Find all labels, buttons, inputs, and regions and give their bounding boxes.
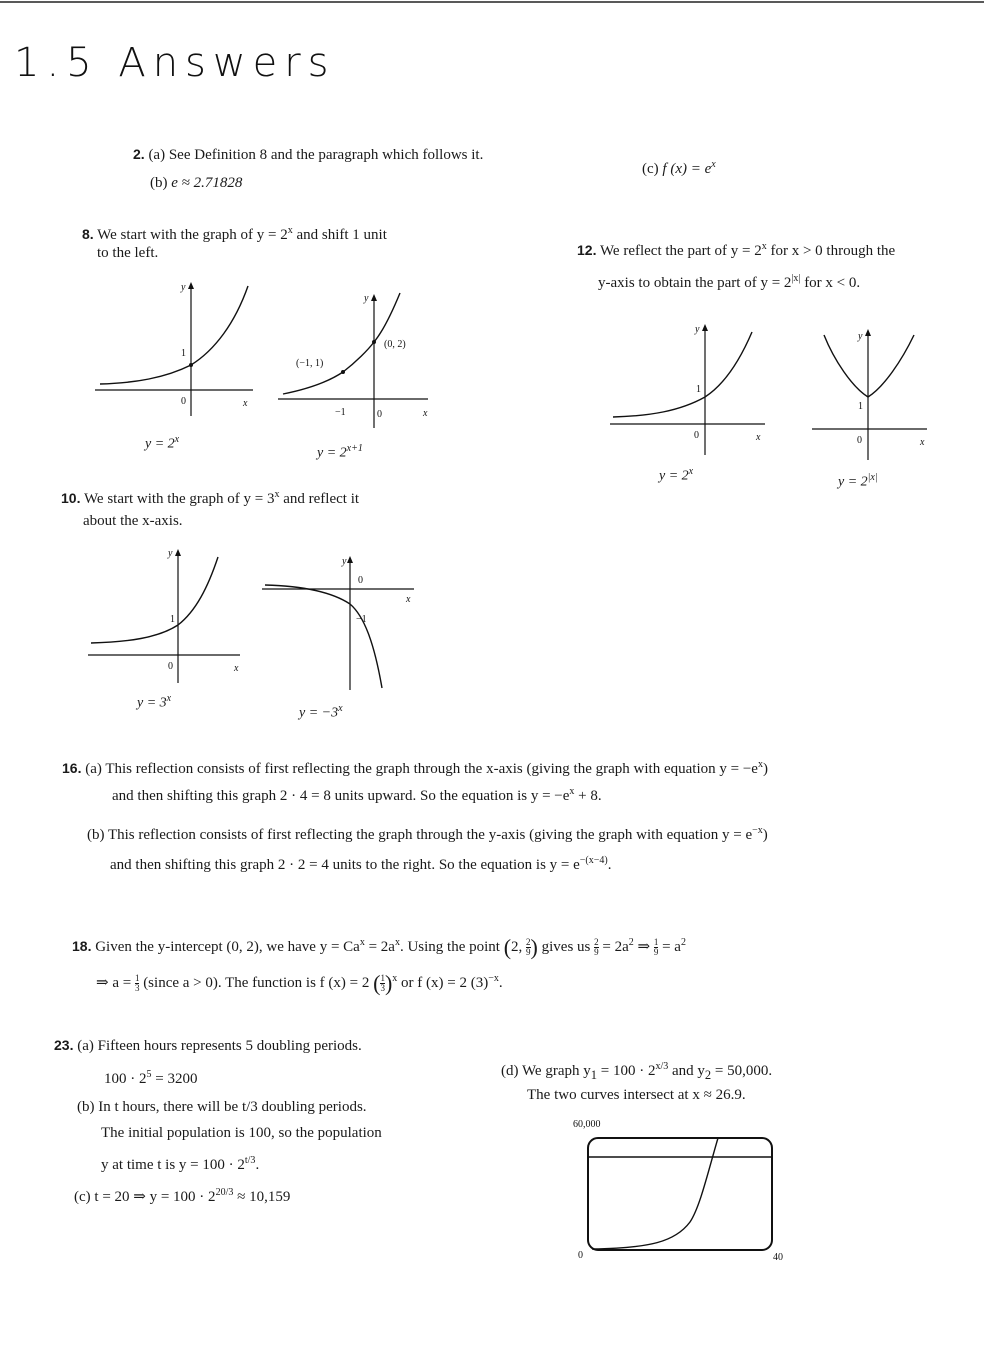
problem-8-line2: to the left. (97, 245, 159, 261)
graph-12-2-caption: $y = 2^{|x|}$ (838, 472, 878, 490)
origin-label: 0 (694, 430, 699, 441)
problem-23-d-line1: (d) We graph $y_1 = 100 \cdot 2^{x/3}$ and $y_2 = 50,000$. (501, 1061, 773, 1082)
problem-10-line1: 10. We start with the graph of $y = 3^x$ and reflect it (61, 489, 360, 507)
axis-x-label: x (406, 594, 411, 605)
calc-xmin-label: 0 (578, 1250, 583, 1261)
problem-23-d-line2: The two curves intersect at x ≈ 26.9. (527, 1087, 746, 1103)
graph-12-1 (610, 320, 780, 460)
axis-x-label: x (756, 432, 761, 443)
axis-x-label: x (920, 437, 925, 448)
graph-10-2 (262, 552, 422, 692)
problem-23-b-line2: The initial population is 100, so the population (101, 1125, 382, 1141)
fraction: $\frac{1}{3}$ (380, 973, 385, 994)
graph-12-2 (812, 325, 937, 465)
graph-10-2-caption: $y = -3^x$ (299, 703, 343, 721)
graph-10-1 (88, 545, 253, 685)
page-title: 1.5 Answers (14, 40, 336, 86)
tick-one: 1 (170, 614, 175, 625)
problem-12-line1: 12. We reflect the part of $y = 2^x$ for x > 0 through the (577, 241, 896, 259)
problem-23-b-line1: (b) In t hours, there will be t/3 doubling periods. (77, 1099, 367, 1115)
fraction: $\frac{1}{9}$ (653, 937, 659, 958)
problem-12-line2: y-axis to obtain the part of $y = 2^{|x|}$ for x < 0. (598, 273, 861, 291)
axis-x-label: x (234, 663, 239, 674)
origin-label: 0 (857, 435, 862, 446)
tick-one: 1 (181, 348, 186, 359)
axis-y-label: y (858, 331, 863, 342)
origin-label: 0 (181, 396, 186, 407)
axis-y-label: y (364, 293, 369, 304)
axis-x-label: x (243, 398, 248, 409)
graph-8-1 (95, 278, 265, 418)
point-label-0-2: (0, 2) (384, 339, 406, 350)
graph-12-1-caption: $y = 2^x$ (659, 466, 694, 484)
point-label-neg1-1: (−1, 1) (296, 358, 324, 369)
problem-18-line1: 18. Given the y-intercept (0, 2), we have $y = Ca^x = 2a^x$. Using the point (2, $\frac{2}{9}$ ) gives us $\frac{2}{9}$ = $2a^2$ ⇒ $\frac{1}{9}$ = $a^2$ (72, 934, 686, 960)
fraction: $\frac{2}{9}$ (526, 937, 531, 958)
tick-one: 1 (696, 384, 701, 395)
tick-one: 1 (858, 401, 863, 412)
problem-2-c: (c) f $(x) = e^x$ (642, 159, 716, 177)
graph-8-1-caption: $y = 2^x$ (145, 434, 180, 452)
axis-y-label: y (342, 556, 347, 567)
calculator-graph (570, 1112, 795, 1272)
tick-neg1: −1 (335, 407, 346, 418)
scan-top-border (0, 0, 984, 6)
problem-23-b-line3: y at time t is $y = 100 \cdot 2^{t/3}$. (101, 1155, 260, 1173)
graph-8-2 (278, 290, 438, 430)
problem-2-b: (b) e ≈ 2.71828 (150, 175, 243, 191)
calc-xmax-label: 40 (773, 1252, 783, 1263)
problem-8-line1: 8. We start with the graph of $y = 2^x$ and shift 1 unit (82, 225, 387, 243)
problem-16-b-line2: and then shifting this graph 2 · 2 = 4 units to the right. So the equation is $y = e^{-(x-4)}$. (110, 855, 612, 873)
axis-y-label: y (181, 282, 186, 293)
origin-label: 0 (358, 575, 363, 586)
axis-y-label: y (168, 548, 173, 559)
origin-label: 0 (168, 661, 173, 672)
graph-10-1-caption: $y = 3^x$ (137, 693, 172, 711)
problem-16-a-line2: and then shifting this graph 2 · 4 = 8 units upward. So the equation is $y = -e^x + 8$. (112, 786, 602, 804)
problem-10-line2: about the x-axis. (83, 513, 183, 529)
problem-16-a-line1: 16. (a) This reflection consists of first reflecting the graph through the x-axis (giving the graph with equation $y = -e^x$) (62, 759, 768, 777)
graph-8-2-caption: $y = 2^{x+1}$ (317, 443, 363, 461)
problem-16-b-line1: (b) This reflection consists of first reflecting the graph through the y-axis (giving the graph with equation $y = e^{-x}$) (87, 825, 768, 843)
origin-label: 0 (377, 409, 382, 420)
problem-18-line2: ⇒ a = $\frac{1}{3}$ (since a > 0). The function is f (x) = 2 ( $\frac{1}{3}$ )$^x$ or f (x) = 2 $(3)^{-x}$. (96, 970, 503, 996)
tick-neg1: −1 (356, 614, 367, 625)
problem-2-a: 2. (a) See Definition 8 and the paragraph which follows it. (133, 146, 484, 163)
problem-23-a-line1: 23. (a) Fifteen hours represents 5 doubling periods. (54, 1037, 362, 1054)
calc-ymax-label: 60,000 (573, 1119, 601, 1130)
fraction: $\frac{2}{9}$ (594, 937, 599, 958)
axis-x-label: x (423, 408, 428, 419)
fraction: $\frac{1}{3}$ (134, 973, 140, 994)
problem-23-a-line2: $100 \cdot 2^5 = 3200$ (104, 1069, 198, 1087)
axis-y-label: y (695, 324, 700, 335)
problem-23-c: (c) t = 20 ⇒ $y = 100 \cdot 2^{20/3} \approx 10,159$ (74, 1187, 291, 1205)
